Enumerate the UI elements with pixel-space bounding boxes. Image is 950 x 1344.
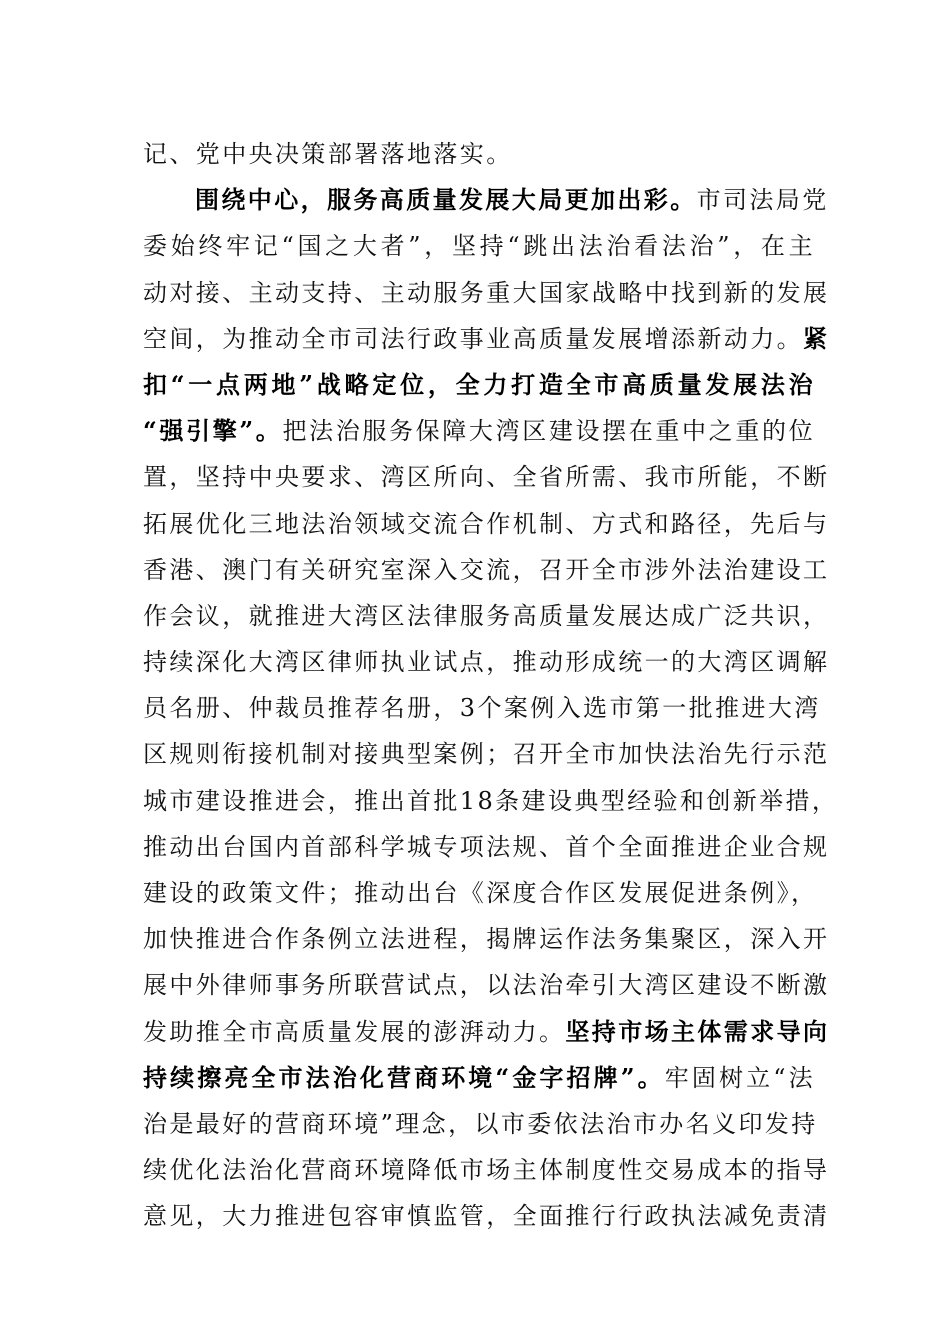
text-line [143, 454, 830, 500]
text-line [143, 1147, 830, 1193]
text-line [143, 316, 830, 362]
text-segment: 加快推进合作条例立法进程，揭牌运作法务集聚区，深入开 [143, 925, 830, 954]
text-segment: 把法治服务保障大湾区建设摆在重中之重的位 [282, 417, 815, 446]
bold-heading-segment: 持续擦亮全市法治化营商环境“金字招牌”。 [143, 1062, 665, 1092]
text-segment: 香港、澳门有关研究室深入交流，召开全市涉外法治建设工 [143, 555, 830, 584]
text-segment: 委始终牢记“国之大者”，坚持“跳出法治看法治”，在主 [143, 232, 815, 261]
text-line [143, 1009, 830, 1055]
text-segment: 市司法局党 [696, 186, 829, 215]
text-segment: 展中外律师事务所联营试点，以法治牵引大湾区建设不断激 [143, 971, 830, 1000]
text-segment: 置，坚持中央要求、湾区所向、全省所需、我市所能，不断 [143, 463, 830, 492]
text-line [143, 223, 815, 269]
text-line [143, 778, 839, 824]
bold-heading-segment: 紧 [803, 323, 830, 353]
text-segment: 持续深化大湾区律师执业试点，推动形成统一的大湾区调解 [143, 648, 830, 677]
text-segment: 治是最好的营商环境”理念，以市委依法治市办名义印发持 [143, 1109, 818, 1138]
text-segment: 意见，大力推进包容审慎监管，全面推行行政执法减免责清 [143, 1202, 830, 1231]
bold-heading-segment: 坚持市场主体需求导向 [565, 1016, 830, 1046]
bold-heading-segment: 围绕中心，服务高质量发展大局更加出彩。 [195, 185, 697, 215]
text-segment: 区规则衔接机制对接典型案例；召开全市加快法治先行示范 [143, 740, 830, 769]
text-line [143, 639, 830, 685]
text-segment: 续优化法治化营商环境降低市场主体制度性交易成本的指导 [143, 1156, 830, 1185]
text-line [143, 1055, 815, 1101]
text-segment: 空间，为推动全市司法行政事业高质量发展增添新动力。 [143, 324, 803, 353]
text-line [143, 177, 829, 223]
text-line [143, 593, 830, 639]
text-line [143, 870, 818, 916]
text-line [143, 824, 830, 870]
text-line [143, 1101, 818, 1147]
text-segment: 作会议，就推进大湾区法律服务高质量发展达成广泛共识， [143, 601, 830, 630]
text-segment: 城市建设推进会，推出首批18条建设典型经验和创新举措， [143, 786, 839, 815]
text-segment: 动对接、主动支持、主动服务重大国家战略中找到新的发展 [143, 278, 830, 307]
text-segment: 发助推全市高质量发展的澎湃动力。 [143, 1017, 566, 1046]
bold-heading-segment: 扣“一点两地”战略定位，全力打造全市高质量发展法治 [143, 369, 815, 399]
text-line [143, 270, 830, 316]
text-segment: 拓展优化三地法治领域交流合作机制、方式和路径，先后与 [143, 509, 830, 538]
body-text [143, 131, 839, 1240]
text-line [143, 916, 830, 962]
text-segment: 建设的政策文件；推动出台《深度合作区发展促进条例》， [143, 879, 818, 907]
text-line [143, 685, 821, 731]
text-line [143, 962, 830, 1008]
text-segment: 记、党中央决策部署落地落实。 [143, 140, 513, 168]
text-line [143, 501, 830, 547]
bold-heading-segment: “强引擎”。 [143, 416, 283, 446]
text-line [143, 131, 815, 177]
text-segment: 员名册、仲裁员推荐名册，3个案例入选市第一批推进大湾 [143, 694, 821, 723]
text-line [143, 547, 830, 593]
text-line [143, 362, 815, 408]
text-segment: 推动出台国内首部科学城专项法规、首个全面推进企业合规 [143, 832, 830, 861]
text-line [143, 1193, 830, 1239]
text-segment: 牢固树立“法 [664, 1063, 816, 1092]
text-line [143, 731, 830, 777]
text-line [143, 408, 815, 454]
